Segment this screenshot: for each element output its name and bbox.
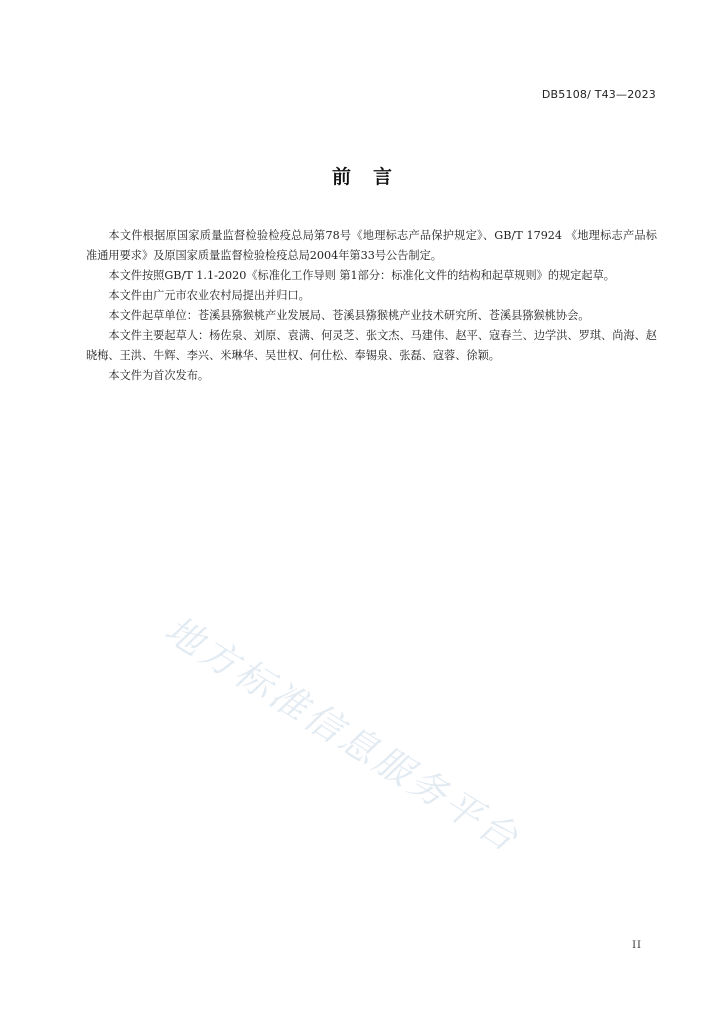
watermark: 地方标准信息服务平台 <box>157 607 528 862</box>
paragraph-drafting-rules: 本文件按照GB/T 1.1-2020《标准化工作导则 第1部分：标准化文件的结构和起草规则》的规定起草。 <box>108 269 615 282</box>
paragraph-drafters: 本文件主要起草人：杨佐泉、刘原、袁满、何灵芝、张文杰、马建伟、赵平、寇春兰、边学洪、罗琪、尚海、赵晓梅、王洪、牛辉、李兴、米琳华、吴世权、何仕松、奉锡泉、张磊、寇蓉、徐颖。 <box>86 329 657 362</box>
paragraph-drafting-units: 本文件起草单位：苍溪县猕猴桃产业发展局、苍溪县猕猴桃产业技术研究所、苍溪县猕猴桃协会。 <box>108 309 590 322</box>
foreword-body <box>86 226 657 386</box>
document-code: DB5108/ T43—2023 <box>541 88 656 101</box>
paragraph-first-release: 本文件为首次发布。 <box>108 369 210 382</box>
page-number: II <box>632 940 642 951</box>
paragraph-basis: 本文件根据原国家质量监督检验检疫总局第78号《地理标志产品保护规定》、GB/T 17924 《地理标志产品标准通用要求》及原国家质量监督检验检疫总局2004年第33号公告制定。 <box>86 229 657 262</box>
paragraph-proposer: 本文件由广元市农业农村局提出并归口。 <box>108 289 310 302</box>
page-title: 前言 <box>331 166 414 188</box>
